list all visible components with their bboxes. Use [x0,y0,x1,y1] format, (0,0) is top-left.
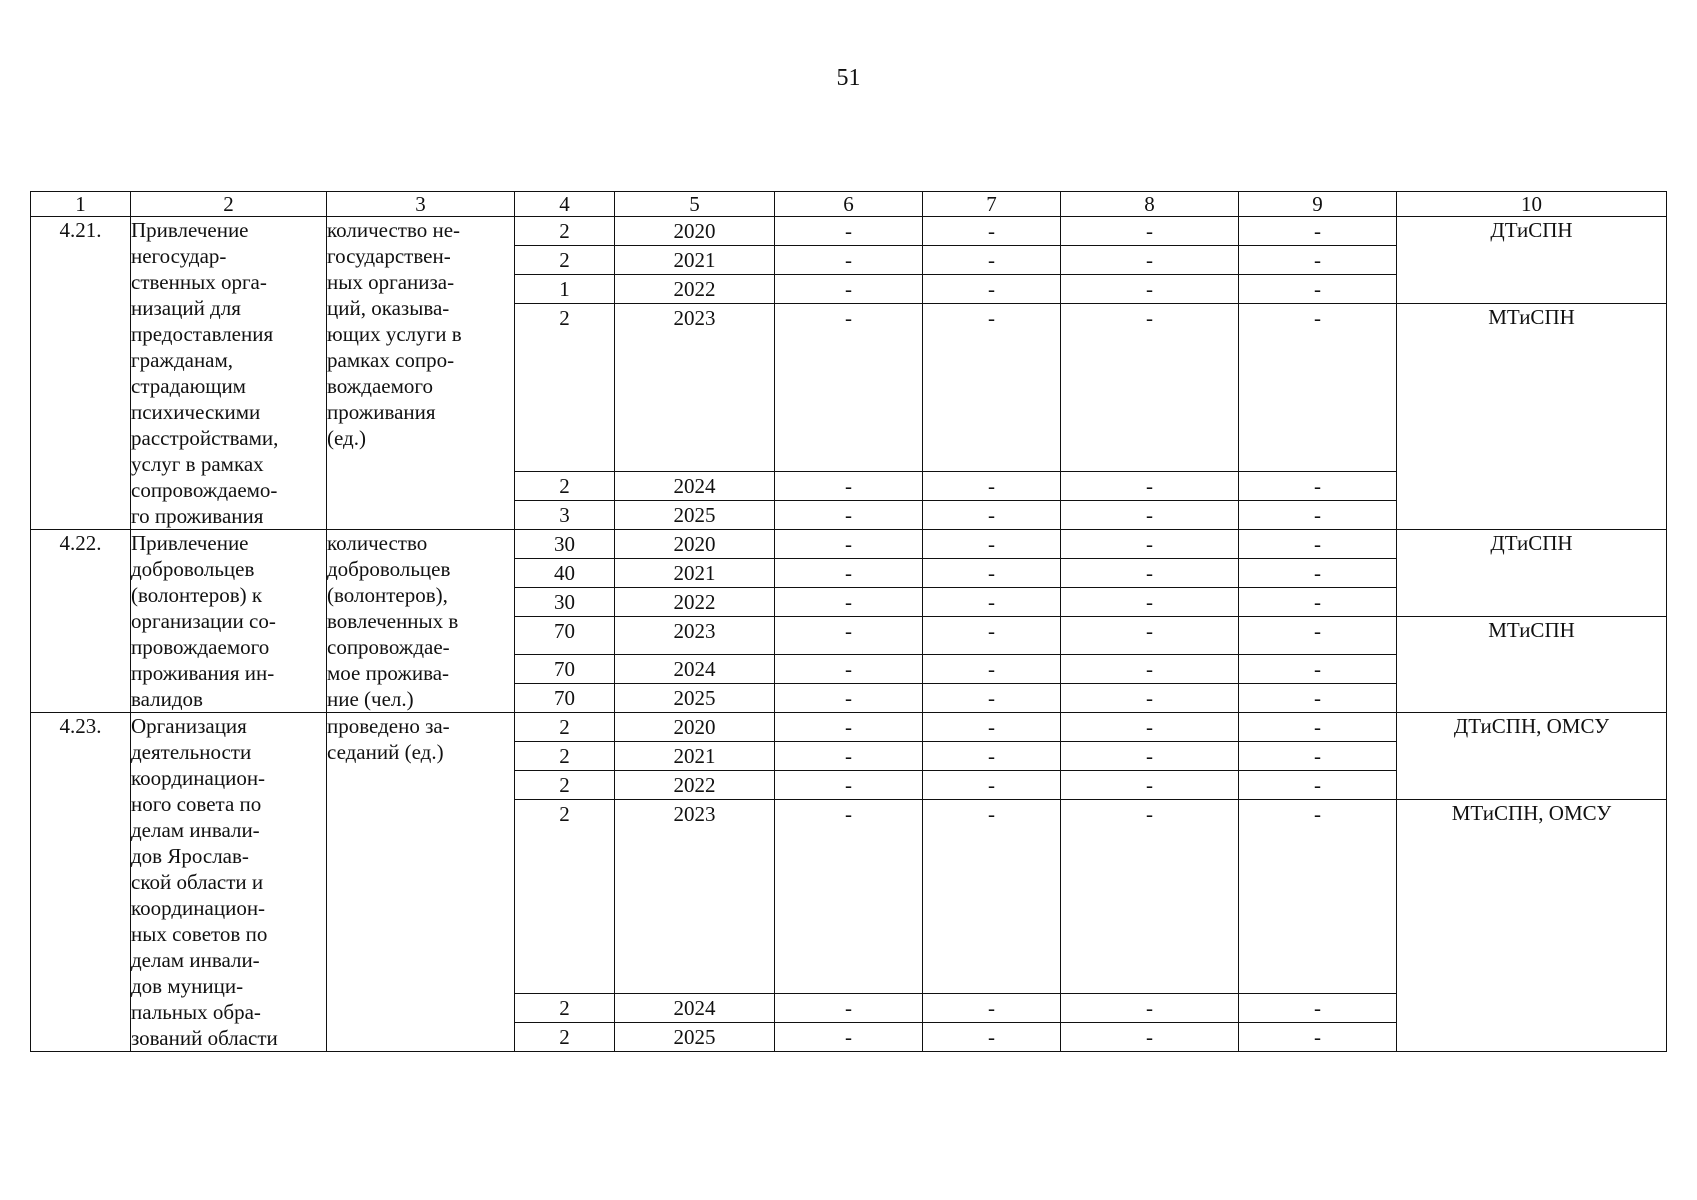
measure-name-line: предоставления [131,322,274,346]
funding-dash: - [1239,246,1397,275]
measure-name [131,713,327,1052]
funding-dash: - [775,713,923,742]
indicator-name-line: (волонтеров), [327,583,448,607]
indicator-value: 70 [515,655,615,684]
measure-name-line: проживания ин- [131,661,275,685]
funding-dash: - [1061,559,1239,588]
funding-dash: - [775,530,923,559]
year: 2021 [615,559,775,588]
measure-name-line: координацион- [131,896,266,920]
executor-second: МТиСПН [1397,617,1667,713]
funding-dash: - [1239,559,1397,588]
measure-name-line: ного совета по [131,792,262,816]
funding-dash: - [1061,742,1239,771]
funding-dash: - [1061,304,1239,472]
funding-dash: - [1061,530,1239,559]
funding-dash: - [1239,617,1397,655]
funding-dash: - [923,559,1061,588]
executor-first: ДТиСПН, ОМСУ [1397,713,1667,800]
indicator-name-line: вовлеченных в [327,609,459,633]
indicator-value: 2 [515,217,615,246]
column-header: 1 [31,192,131,217]
indicator-name-line: сопровождае- [327,635,450,659]
indicator-name-line: ций, оказыва- [327,296,450,320]
indicator-name [327,713,515,1052]
year: 2020 [615,530,775,559]
funding-dash: - [1061,800,1239,994]
indicator-value: 2 [515,304,615,472]
year: 2022 [615,588,775,617]
funding-dash: - [1239,304,1397,472]
measure-name-line: Привлечение [131,218,249,242]
funding-dash: - [1239,588,1397,617]
funding-dash: - [1239,771,1397,800]
year: 2022 [615,275,775,304]
year: 2024 [615,655,775,684]
funding-dash: - [1239,472,1397,501]
measure-name-line: делам инвали- [131,818,260,842]
year: 2022 [615,771,775,800]
indicator-value: 2 [515,713,615,742]
funding-dash: - [775,742,923,771]
funding-dash: - [923,588,1061,617]
funding-dash: - [775,588,923,617]
measure-name-line: Организация [131,714,247,738]
funding-dash: - [775,771,923,800]
funding-dash: - [923,275,1061,304]
funding-dash: - [1061,771,1239,800]
measure-name-line: сопровождаемо- [131,478,278,502]
column-header: 8 [1061,192,1239,217]
funding-dash: - [1239,655,1397,684]
indicator-name-line: проживания [327,400,436,424]
funding-dash: - [923,800,1061,994]
measure-name-line: делам инвали- [131,948,260,972]
funding-dash: - [1061,713,1239,742]
table-body [31,217,1667,1052]
funding-dash: - [923,304,1061,472]
column-header: 4 [515,192,615,217]
measure-name-line: зований области [131,1026,278,1050]
funding-dash: - [1061,994,1239,1023]
measure-name-line: организации со- [131,609,276,633]
indicator-value: 1 [515,275,615,304]
measure-name-line: негосудар- [131,244,227,268]
header-row [31,192,1667,217]
indicator-value: 2 [515,246,615,275]
measure-name-line: добровольцев [131,557,255,581]
measure-number: 4.23. [31,713,131,1052]
year: 2025 [615,501,775,530]
measure-name-line: гражданам, [131,348,234,372]
year: 2021 [615,742,775,771]
funding-dash: - [775,559,923,588]
funding-dash: - [775,684,923,713]
funding-dash: - [775,246,923,275]
indicator-value: 2 [515,994,615,1023]
year: 2025 [615,1023,775,1052]
funding-dash: - [775,472,923,501]
year: 2024 [615,472,775,501]
funding-dash: - [1061,1023,1239,1052]
column-header: 9 [1239,192,1397,217]
indicator-name-line: седаний (ед.) [327,740,444,764]
funding-dash: - [775,800,923,994]
year: 2025 [615,684,775,713]
funding-dash: - [923,246,1061,275]
funding-dash: - [1239,713,1397,742]
funding-dash: - [923,1023,1061,1052]
funding-dash: - [775,1023,923,1052]
year: 2024 [615,994,775,1023]
funding-dash: - [923,217,1061,246]
measure-name-line: ственных орга- [131,270,267,294]
measure-name-line: пальных обра- [131,1000,261,1024]
column-header: 7 [923,192,1061,217]
table-row [31,217,1667,246]
year: 2023 [615,800,775,994]
indicator-value: 30 [515,530,615,559]
funding-dash: - [775,994,923,1023]
indicator-value: 40 [515,559,615,588]
indicator-name-line: проведено за- [327,714,450,738]
indicator-name-line: ние (чел.) [327,687,414,711]
funding-dash: - [1239,275,1397,304]
funding-dash: - [1061,588,1239,617]
executor-first: ДТиСПН [1397,530,1667,617]
funding-dash: - [1239,684,1397,713]
funding-dash: - [923,501,1061,530]
measure-name [131,530,327,713]
indicator-value: 2 [515,742,615,771]
indicator-name-line: ных организа- [327,270,455,294]
indicator-value: 70 [515,684,615,713]
measure-name-line: психическими [131,400,261,424]
funding-dash: - [923,472,1061,501]
measure-name-line: координацион- [131,766,266,790]
year: 2023 [615,304,775,472]
column-header: 3 [327,192,515,217]
table-row [31,713,1667,742]
measure-name-line: провождаемого [131,635,270,659]
funding-dash: - [1061,217,1239,246]
funding-dash: - [1061,501,1239,530]
measure-name-line: го проживания [131,504,264,528]
funding-dash: - [1239,994,1397,1023]
funding-dash: - [775,501,923,530]
measure-name-line: расстройствами, [131,426,279,450]
executor-first: ДТиСПН [1397,217,1667,304]
measure-name-line: валидов [131,687,203,711]
column-header: 5 [615,192,775,217]
year: 2020 [615,217,775,246]
executor-second: МТиСПН [1397,304,1667,530]
year: 2023 [615,617,775,655]
funding-dash: - [1239,742,1397,771]
funding-dash: - [923,742,1061,771]
year: 2020 [615,713,775,742]
indicator-name-line: добровольцев [327,557,451,581]
indicator-name-line: рамках сопро- [327,348,455,372]
indicator-value: 70 [515,617,615,655]
indicator-name-line: мое прожива- [327,661,450,685]
funding-dash: - [1239,501,1397,530]
column-header: 2 [131,192,327,217]
indicator-name-line: ющих услуги в [327,322,462,346]
measure-name-line: Привлечение [131,531,249,555]
indicator-name-line: количество не- [327,218,461,242]
funding-dash: - [775,304,923,472]
funding-dash: - [1239,217,1397,246]
measure-name-line: дов муници- [131,974,244,998]
indicator-name-line: вождаемого [327,374,433,398]
measure-name-line: низаций для [131,296,241,320]
executor-second: МТиСПН, ОМСУ [1397,800,1667,1052]
measure-name-line: (волонтеров) к [131,583,263,607]
indicator-value: 2 [515,771,615,800]
table-row [31,530,1667,559]
funding-dash: - [1061,684,1239,713]
indicator-value: 2 [515,472,615,501]
indicator-value: 3 [515,501,615,530]
funding-dash: - [1239,1023,1397,1052]
funding-dash: - [923,655,1061,684]
column-header: 10 [1397,192,1667,217]
funding-dash: - [1239,800,1397,994]
indicator-name-line: количество [327,531,428,555]
funding-dash: - [923,713,1061,742]
funding-dash: - [923,684,1061,713]
measure-number: 4.22. [31,530,131,713]
funding-dash: - [775,655,923,684]
indicator-name [327,217,515,530]
measures-table [30,191,1667,1052]
year: 2021 [615,246,775,275]
indicator-name-line: (ед.) [327,426,366,450]
funding-dash: - [923,771,1061,800]
indicator-value: 2 [515,1023,615,1052]
measure-name-line: деятельности [131,740,252,764]
measure-name-line: услуг в рамках [131,452,264,476]
indicator-value: 2 [515,800,615,994]
measure-name-line: ской области и [131,870,264,894]
funding-dash: - [1061,617,1239,655]
indicator-name-line: государствен- [327,244,451,268]
funding-dash: - [923,617,1061,655]
funding-dash: - [775,617,923,655]
page-number: 51 [836,65,861,91]
funding-dash: - [1239,530,1397,559]
funding-dash: - [1061,655,1239,684]
measure-name [131,217,327,530]
indicator-value: 30 [515,588,615,617]
measure-name-line: ных советов по [131,922,268,946]
indicator-name [327,530,515,713]
funding-dash: - [775,275,923,304]
funding-dash: - [923,530,1061,559]
measure-name-line: дов Ярослав- [131,844,249,868]
measure-name-line: страдающим [131,374,246,398]
column-header: 6 [775,192,923,217]
measure-number: 4.21. [31,217,131,530]
funding-dash: - [1061,246,1239,275]
funding-dash: - [1061,275,1239,304]
funding-dash: - [775,217,923,246]
funding-dash: - [1061,472,1239,501]
funding-dash: - [923,994,1061,1023]
